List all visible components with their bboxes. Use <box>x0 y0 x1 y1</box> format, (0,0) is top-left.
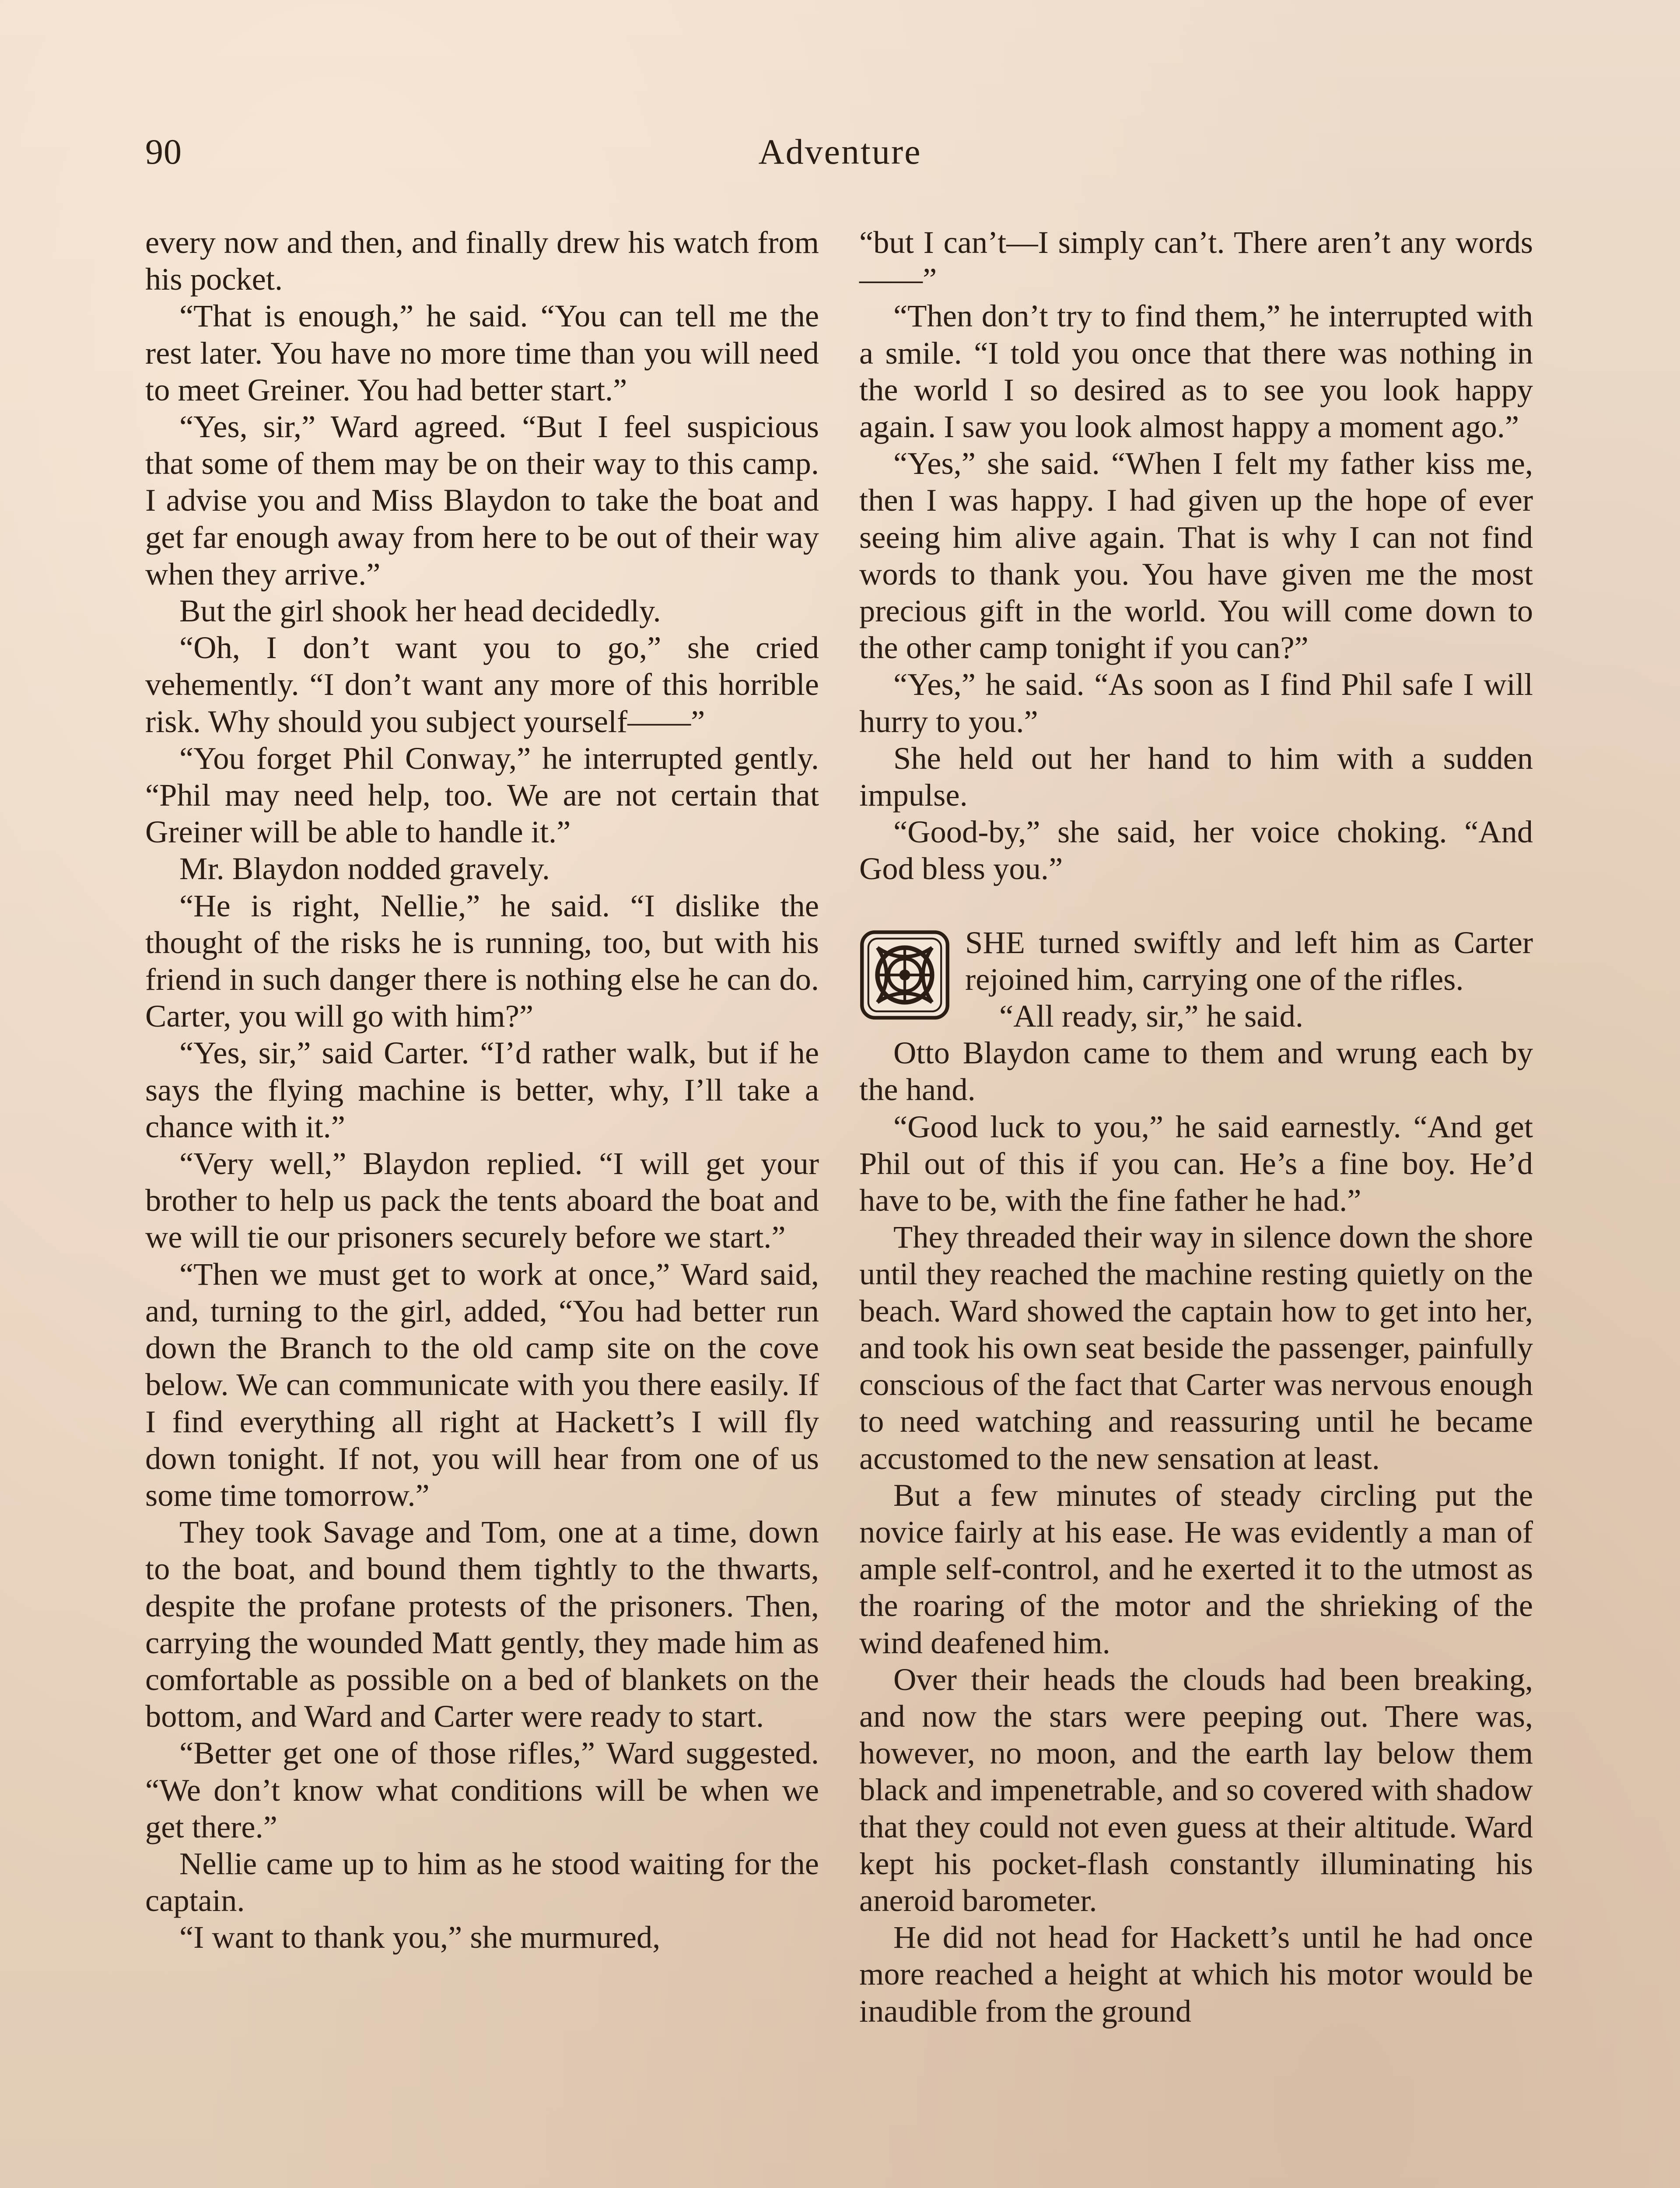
paragraph: They threaded their way in silence down the shore until they reached the machine resting quietly on the beach. Ward showed the captain how to get into her, and took his own seat beside the passenger, painfully conscious of the fact that Carter was nervous enough to need watching and reassuring until he became accustomed to the new sensation at least. <box>859 1219 1533 1476</box>
paragraph: “I want to thank you,” she murmured, <box>179 1919 661 1955</box>
paragraph: “Yes,” she said. “When I felt my father kiss me, then I was happy. I had given up the hope of ever seeing him alive again. That is why I can not find words to thank you. You have given me the most precious gift in the world. You will come down to the other camp tonight if you can?” <box>859 445 1533 666</box>
paragraph: “That is enough,” he said. “You can tell me the rest later. You have no more time than you will need to meet Greiner. You had better start.” <box>145 298 819 407</box>
paragraph: “Yes, sir,” Ward agreed. “But I feel suspicious that some of them may be on their way to this camp. I advise you and Miss Blaydon to take the boat and get far enough away from here to be out of their way when they arrive.” <box>145 409 819 592</box>
paragraph: “Then don’t try to find them,” he interrupted with a smile. “I told you once that there was nothing in the world I so desired as to see you look happy again. I saw you look almost happy a moment ago.” <box>859 298 1533 445</box>
paragraph: Nellie came up to him as he stood waiting for the captain. <box>145 1845 819 1918</box>
section-opening-paragraph <box>859 924 1533 998</box>
running-head <box>145 131 1535 179</box>
paragraph: “Good luck to you,” he said earnestly. “And get Phil out of this if you can. He’s a fine boy. He’d have to be, with the fine father he had.” <box>859 1108 1533 1218</box>
section-opening-text: SHE turned swiftly and left him as Carter rejoined him, carrying one of the rifles. <box>965 924 1533 997</box>
paragraph: every now and then, and finally drew his watch from his pocket. <box>145 224 819 297</box>
paragraph: “All ready, sir,” he said. <box>999 998 1303 1034</box>
paragraph: Otto Blaydon came to them and wrung each by the hand. <box>859 1035 1533 1108</box>
section-break <box>859 887 1533 924</box>
paragraph: She held out her hand to him with a sudden impulse. <box>859 740 1533 813</box>
paragraph: “Very well,” Blaydon replied. “I will get your brother to help us pack the tents aboard the boat and we will tie our prisoners securely before we start.” <box>145 1146 819 1255</box>
paragraph: “Yes, sir,” said Carter. “I’d rather walk, but if he says the flying machine is better, why, I’ll take a chance with it.” <box>145 1035 819 1144</box>
paragraph: Mr. Blaydon nodded gravely. <box>179 851 550 887</box>
paragraph: But the girl shook her head decidedly. <box>179 593 661 629</box>
paragraph: “Good-by,” she said, her voice choking. “And God bless you.” <box>859 814 1533 887</box>
paragraph: “He is right, Nellie,” he said. “I dislike the thought of the risks he is running, too, but with his friend in such danger there is nothing else he can do. Carter, you will go with him?” <box>145 887 819 1034</box>
magazine-title: Adventure <box>758 132 922 172</box>
right-column <box>859 224 1533 2030</box>
page-number: 90 <box>145 132 182 172</box>
paragraph: Over their heads the clouds had been breaking, and now the stars were peeping out. There was, however, no moon, and the earth lay below them black and impenetrable, and so covered with shadow that they could not even guess at their altitude. Ward kept his pocket-flash constantly illuminating his aneroid barometer. <box>859 1661 1533 1918</box>
paragraph: “You forget Phil Conway,” he interrupted gently. “Phil may need help, too. We are not certain that Greiner will be able to handle it.” <box>145 740 819 850</box>
paragraph: “Then we must get to work at once,” Ward said, and, turning to the girl, added, “You had better run down the Branch to the old camp site on the cove below. We can communicate with you there easily. If I find everything all right at Hackett’s I will fly down tonight. If not, you will hear from one of us some time tomorrow.” <box>145 1256 819 1513</box>
paragraph: “Yes,” he said. “As soon as I find Phil safe I will hurry to you.” <box>859 666 1533 739</box>
left-column <box>145 224 819 1956</box>
paragraph: “Oh, I don’t want you to go,” she cried vehemently. “I don’t want any more of this horrible risk. Why should you subject yourself——” <box>145 630 819 739</box>
paragraph: “but I can’t—I simply can’t. There aren’t any words——” <box>859 224 1533 297</box>
paragraph: But a few minutes of steady circling put the novice fairly at his ease. He was evidently a man of ample self-control, and he exerted it to the utmost as the roaring of the motor and the shrieking of the wind deafened him. <box>859 1477 1533 1660</box>
celtic-knot-ornament-icon <box>859 929 950 1020</box>
paragraph: He did not head for Hackett’s until he had once more reached a height at which his motor would be inaudible from the ground <box>859 1919 1533 2029</box>
paragraph: They took Savage and Tom, one at a time, down to the boat, and bound them tightly to the thwarts, despite the profane protests of the prisoners. Then, carrying the wounded Matt gently, they made him as comfortable as possible on a bed of blankets on the bottom, and Ward and Carter were ready to start. <box>145 1514 819 1734</box>
paragraph: “Better get one of those rifles,” Ward suggested. “We don’t know what conditions will be when we get there.” <box>145 1735 819 1844</box>
